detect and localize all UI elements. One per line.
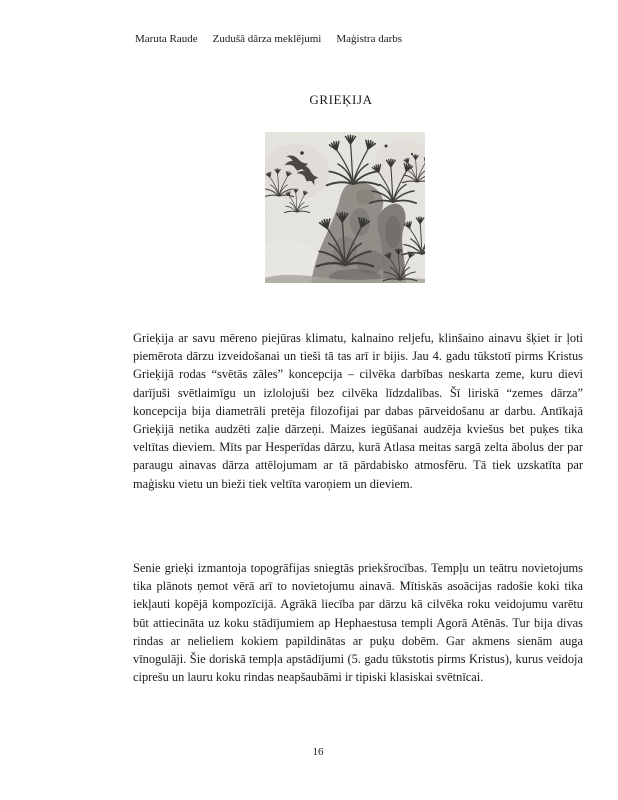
page-number: 16: [312, 746, 324, 758]
fresco-illustration: [265, 132, 425, 283]
spring-fresco-figure: [265, 132, 425, 283]
body-paragraph-2: Senie grieķi izmantoja topogrāfijas sniegtās priekšrocības. Tempļu un teātru novietojums tika plānots ņemot vērā arī to novietojumu ainavā. Mītiskās asoācijas radošie koki tika iekļauti kopējā kompozīcijā. Agrākā liecība par dārzu kā cilvēka roku veidojumu varētu būt attiecināta uz koku stādījumiem ap Hephaestusa templi Agorā Atēnās. Tur bija divas rindas ar nelieliem kokiem papildinātas ar puķu dobēm. Gar akmens sienām auga vīnogulāji. Šie doriskā tempļa apstādījumi (5. gadu tūkstotis pirms Kristus), kurus veidoja ciprešu un lauru koku rindas neapšaubāmi ir tipiski klasiskai svētnīcai.: [133, 561, 583, 685]
header-author: Maruta Raude: [135, 33, 198, 45]
chapter-heading: GRIEĶIJA: [309, 92, 373, 107]
header-work-title: Zudušā dārza meklējumi: [212, 33, 322, 45]
running-header: [135, 33, 402, 45]
header-work-type: Maģistra darbs: [336, 33, 403, 45]
body-paragraph-1: Grieķija ar savu mēreno piejūras klimatu, kalnaino reljefu, klinšaino ainavu šķiet ir ļoti piemērota dārzu izveidošanai un tieši tā tas arī ir bijis. Jau 4. gadu tūkstotī pirms Kristus Grieķijā rodas “svētās zāles” koncepcija – cilvēka darbības neskarta zeme, kuru dievi darījuši svētlaimīgu un izlolojuši bez cilvēka līdzdalības. Šī liriskā “zemes dārza” koncepcija bija diametrāli pretēja filozofijai par dabas pārveidošanu ar darbu. Antīkajā Grieķijā netika audzēti zaļie dārzeņi. Maizes iegūšanai audzēja kviešus bet puķes tika veltītas dieviem. Mīts par Hesperīdas dārzu, kurā Atlasa meitas sargā zelta ābolus der par paraugu ainavas dārza attēlojumam ar tā pārdabisko atmosfēru. Tā tiek uzskatīta par maģisku vietu un bieži tiek veltīta varoņiem un dieviem.: [133, 331, 583, 491]
